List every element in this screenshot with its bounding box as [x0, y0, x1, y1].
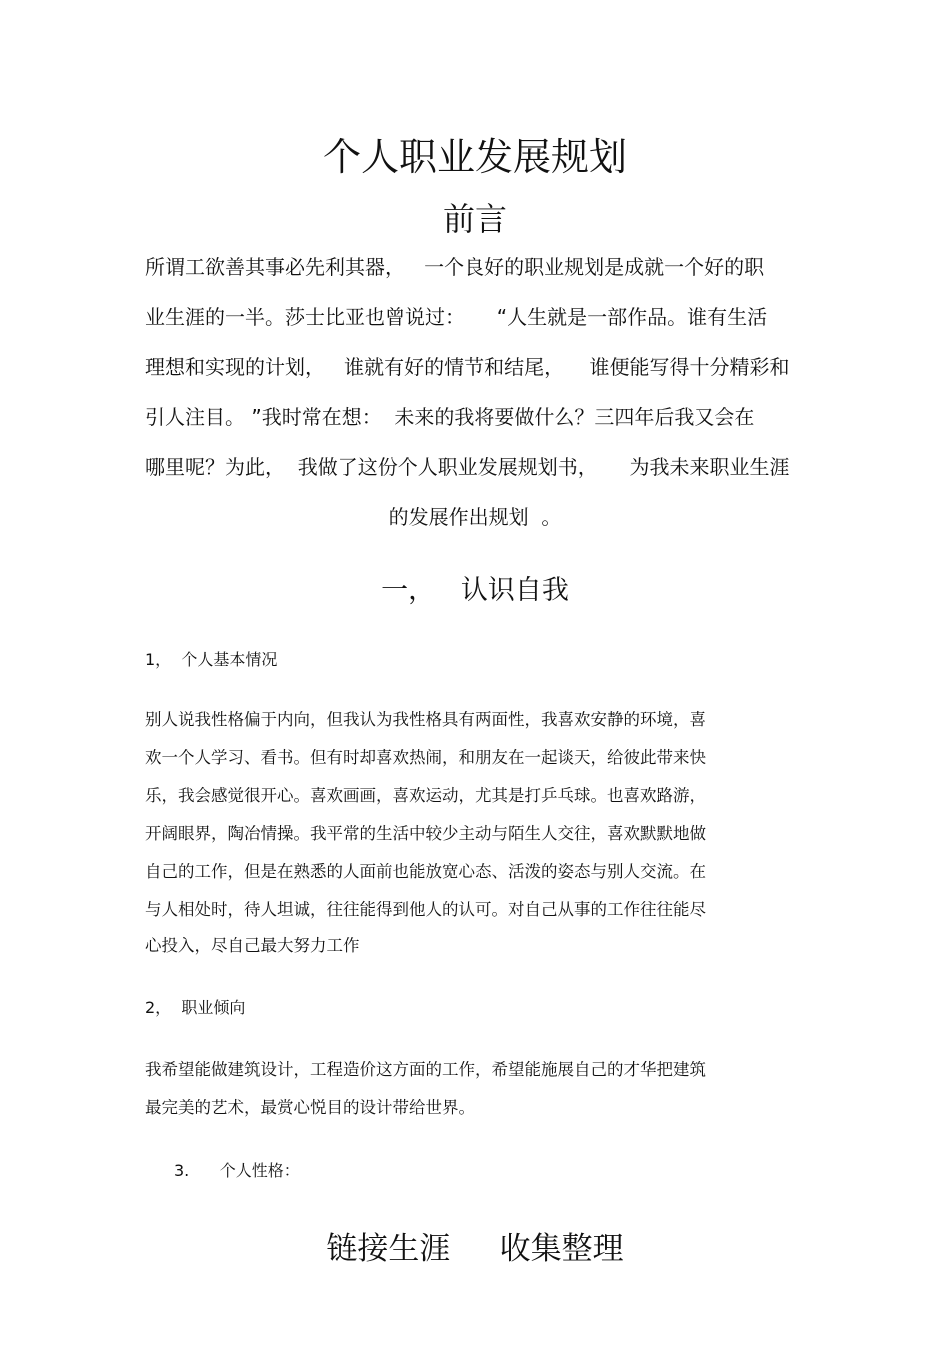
subsection-title: 1， 个人基本情况	[145, 650, 278, 669]
body-line: 欢一个人学习、看书。但有时却喜欢热闹，和朋友在一起谈天，给彼此带来快	[145, 748, 706, 767]
body-line: 我希望能做建筑设计，工程造价这方面的工作，希望能施展自己的才华把建筑	[145, 1060, 706, 1079]
footer-text: 链接生涯 收集整理	[326, 1231, 624, 1267]
subsection-title: 3. 个人性格：	[174, 1161, 300, 1180]
preface-line: 哪里呢？为此， 我做了这份个人职业发展规划书， 为我未来职业生涯	[145, 455, 790, 479]
subsection-title: 2， 职业倾向	[145, 998, 246, 1017]
preface-heading: 前言	[442, 200, 507, 238]
body-line: 乐，我会感觉很开心。喜欢画画，喜欢运动，尤其是打乒乓球。也喜欢路游，	[145, 786, 706, 805]
body-line: 心投入，尽自己最大努力工作	[145, 936, 360, 955]
preface-line: 引人注目。 ”我时常在想： 未来的我将要做什么？三四年后我又会在	[145, 405, 755, 429]
body-line: 别人说我性格偏于内向，但我认为我性格具有两面性，我喜欢安静的环境，喜	[145, 710, 706, 729]
section-heading: 一， 认识自我	[381, 575, 569, 606]
body-line: 自己的工作，但是在熟悉的人面前也能放宽心态、活泼的姿态与别人交流。在	[145, 862, 706, 881]
body-line: 最完美的艺术，最赏心悦目的设计带给世界。	[145, 1098, 475, 1117]
preface-line: 所谓工欲善其事必先利其器， 一个良好的职业规划是成就一个好的职	[145, 255, 765, 279]
body-line: 开阔眼界，陶冶情操。我平常的生活中较少主动与陌生人交往，喜欢默默地做	[145, 824, 706, 843]
body-line: 与人相处时，待人坦诚，往往能得到他人的认可。对自己从事的工作往往能尽	[145, 900, 706, 919]
preface-line: 的发展作出规划 。	[388, 505, 562, 529]
document-title: 个人职业发展规划	[322, 135, 627, 179]
preface-line: 业生涯的一半。莎士比亚也曾说过： “人生就是一部作品。谁有生活	[145, 305, 768, 329]
preface-line: 理想和实现的计划， 谁就有好的情节和结尾， 谁便能写得十分精彩和	[145, 355, 790, 379]
